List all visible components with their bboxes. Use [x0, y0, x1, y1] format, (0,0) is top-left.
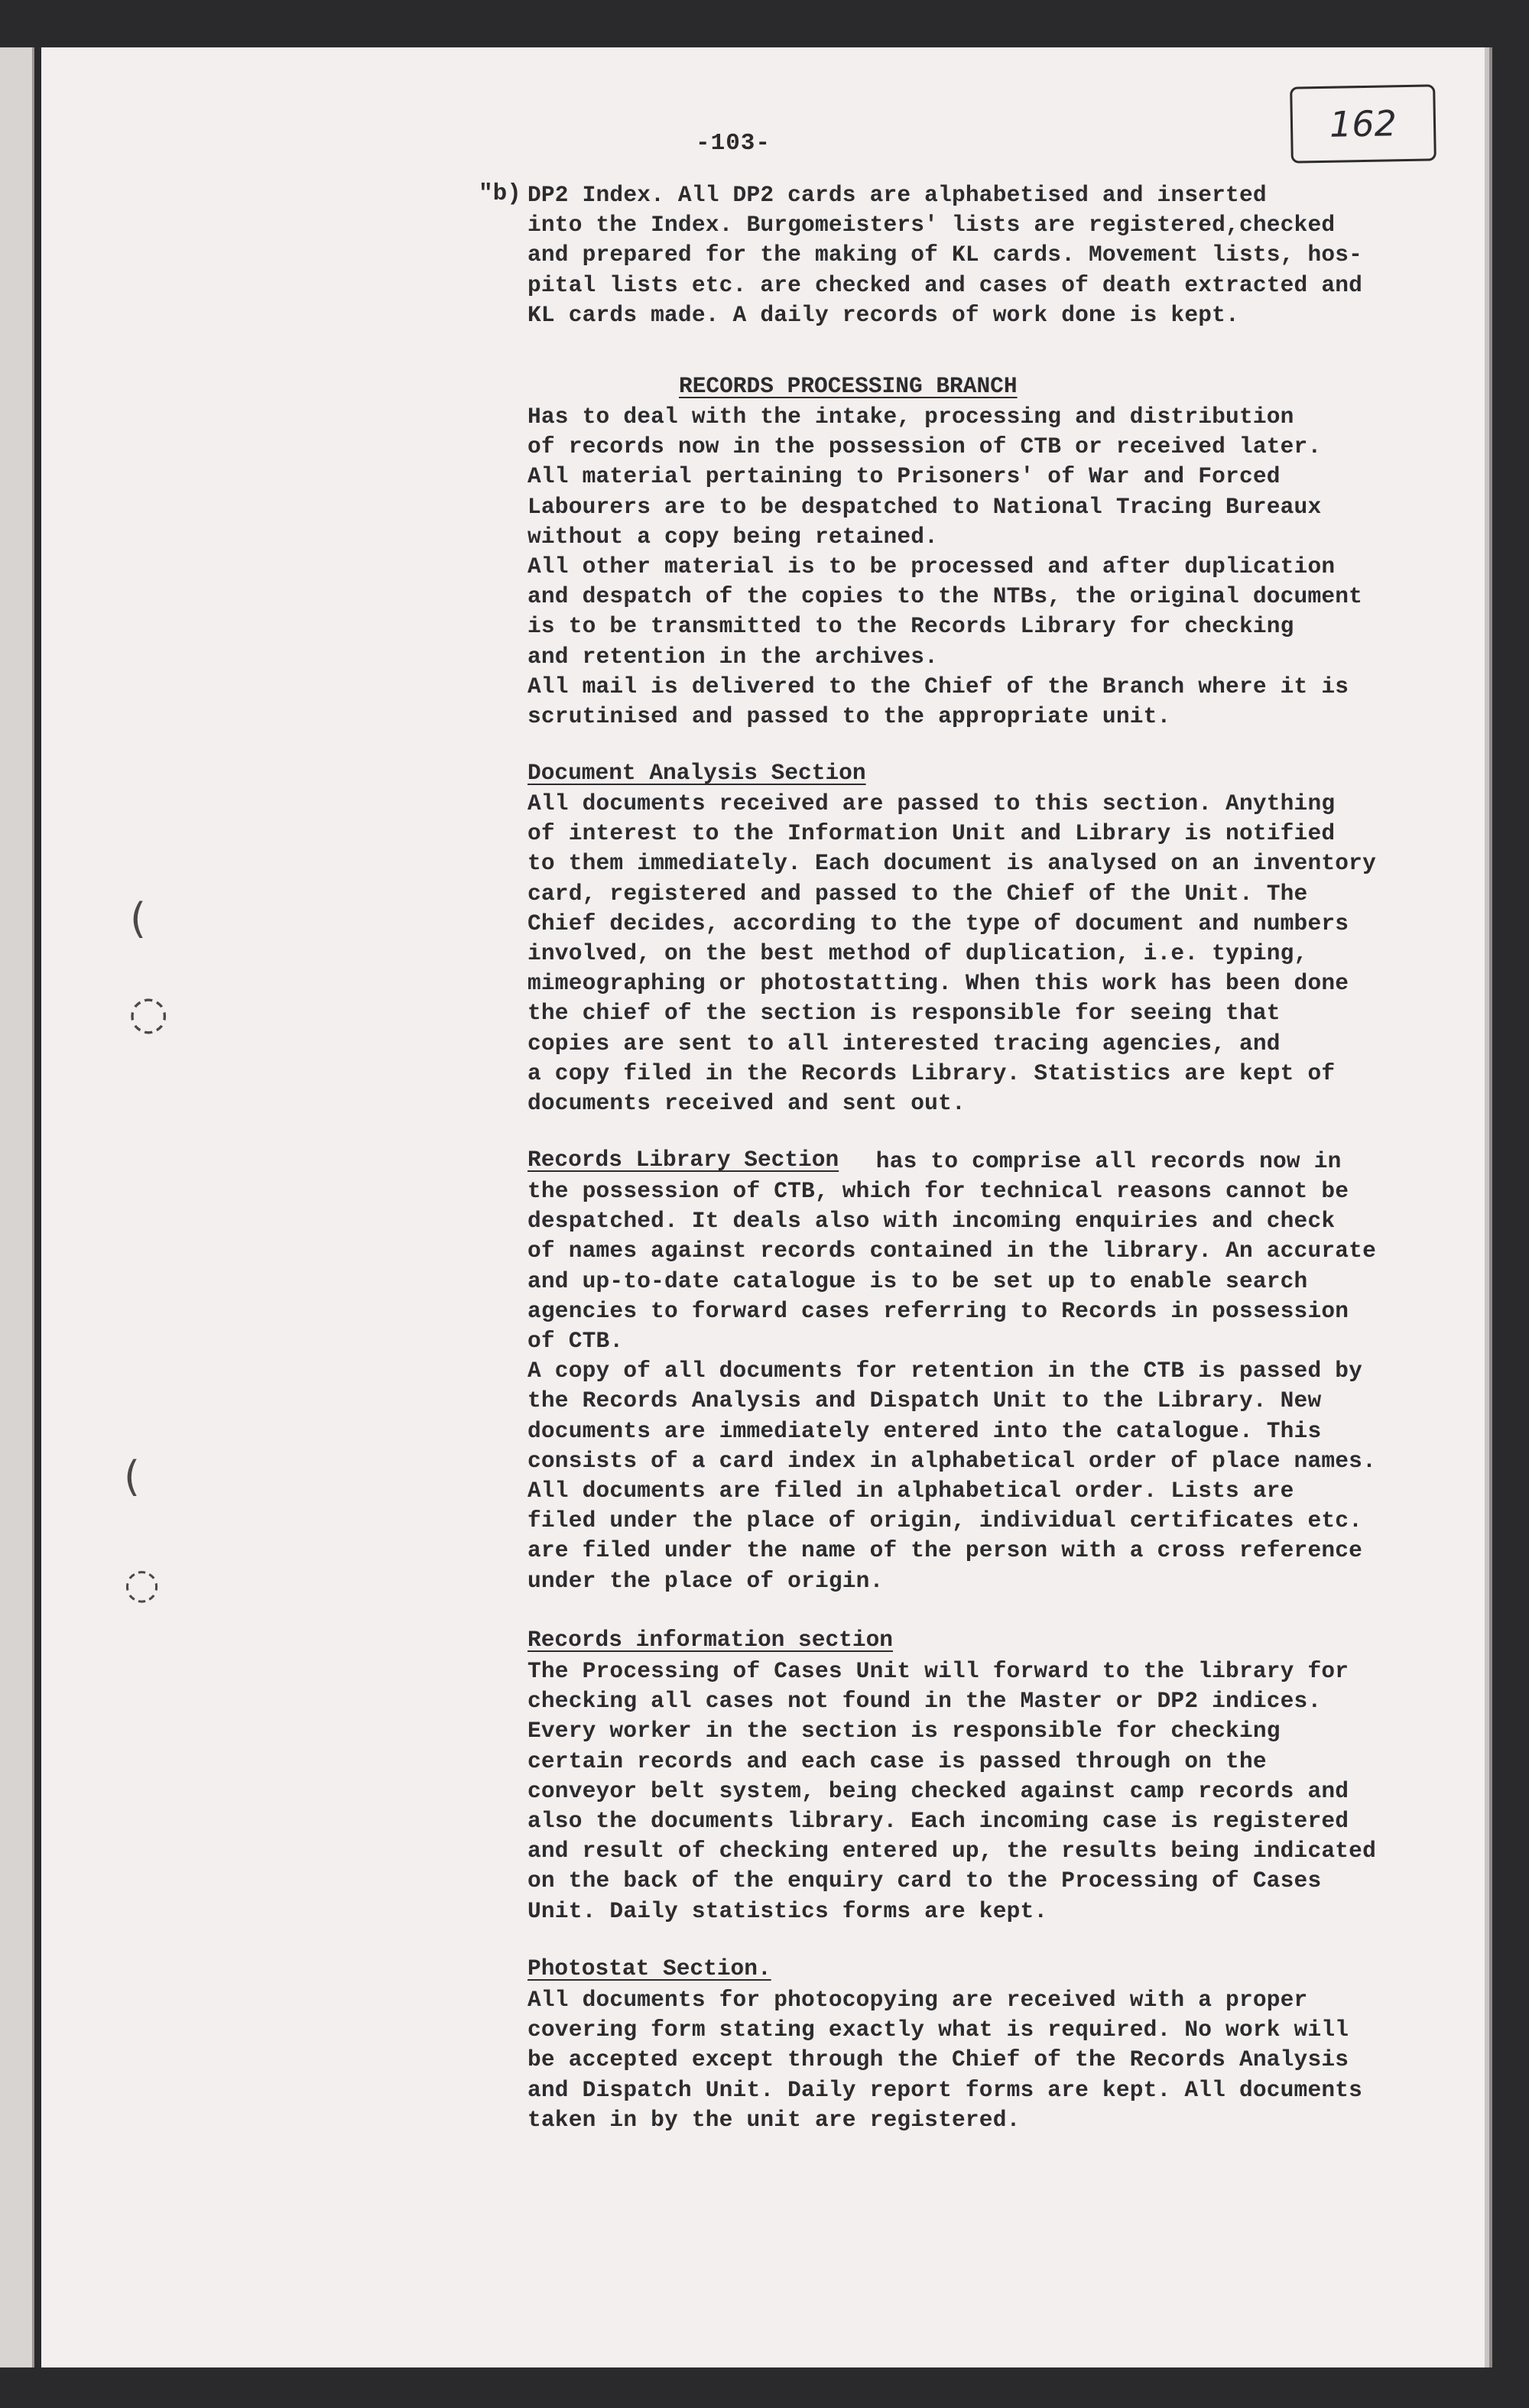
records-information-heading: Records information section	[528, 1627, 893, 1653]
adjacent-page-edge	[0, 47, 34, 2367]
paragraph-marker: "b)	[479, 180, 521, 207]
punch-hole-mark: (	[124, 1452, 141, 1501]
records-library-text: the possession of CTB, which for technical reasons cannot be despatched. It deals also with incoming enquiries and check of names against records contained in the library. An accurate and up-to-date catalogue is to be set up to enable search agencies to forward cases referring to Records in possession of CTB. A copy of all documents for retention in the CTB is passed by the Records Analysis and Dispatch Unit to the Library. New documents are immediately entered into the catalogue. This consists of a card index in alphabetical order of place names. All documents are filed in alphabetical order. Lists are filed under the place of origin, individual certificates etc. are filed under the name of the person with a cross reference under the place of origin.	[528, 1178, 1376, 1594]
photostat-heading: Photostat Section.	[528, 1955, 771, 1981]
records-library-heading: Records Library Section	[528, 1147, 839, 1173]
records-library-first-line: has to comprise all records now in	[849, 1148, 1342, 1174]
records-information-text: The Processing of Cases Unit will forward to the library for checking all cases not found in the Master or DP2 indices. Every worker in the section is responsible for checking certain records and each case is passed through on the conveyor belt system, being checked against camp records and also the documents library. Each incoming case is registered and result of checking entered up, the results being indicated on the back of the enquiry card to the Processing of Cases Unit. Daily statistics forms are kept.	[528, 1658, 1376, 1924]
archive-number-stamp	[1290, 84, 1436, 163]
punch-hole-mark: ◌	[128, 986, 169, 1040]
document-analysis-heading: Document Analysis Section	[528, 760, 866, 786]
document-analysis-text: All documents received are passed to this section. Anything of interest to the Information Unit and Library is notified to them immediately. Each document is analysed on an inventory card, registered and passed to the Chief of the Unit. The Chief decides, according to the type of document and numbers involved, on the best method of duplication, i.e. typing, mimeographing or photostatting. When this work has been done the chief of the section is responsible for seeing that copies are sent to all interested tracing agencies, and a copy filed in the Records Library. Statistics are kept of documents received and sent out.	[528, 790, 1376, 1117]
stamp-number: 162	[1329, 102, 1398, 145]
punch-hole-mark: ◌	[124, 1559, 161, 1608]
b-section-text: DP2 Index. All DP2 cards are alphabetised and inserted into the Index. Burgomeisters' lists are registered,checked and prepared for the making of KL cards. Movement lists, hos- pital lists etc. are checked and cases of death extracted and KL cards made. A daily records of work done is kept.	[528, 182, 1363, 328]
page-number: -103-	[696, 130, 771, 157]
records-processing-heading: RECORDS PROCESSING BRANCH	[679, 373, 1018, 399]
photostat-text: All documents for photocopying are received with a proper covering form stating exactly what is required. No work will be accepted except through the Chief of the Records Analysis and Dispatch Unit. Daily report forms are kept. All documents taken in by the unit are registered.	[528, 1987, 1363, 2133]
records-processing-text: Has to deal with the intake, processing and distribution of records now in the possession of CTB or received later. All material pertaining to Prisoners' of War and Forced Labourers are to be despatched to National Tracing Bureaux without a copy being retained. All other material is to be processed and after duplication and despatch of the copies to the NTBs, the original document is to be transmitted to the Records Library for checking and retention in the archives. All mail is delivered to the Chief of the Branch where it is scrutinised and passed to the appropriate unit.	[528, 404, 1363, 730]
punch-hole-mark: (	[130, 894, 147, 943]
